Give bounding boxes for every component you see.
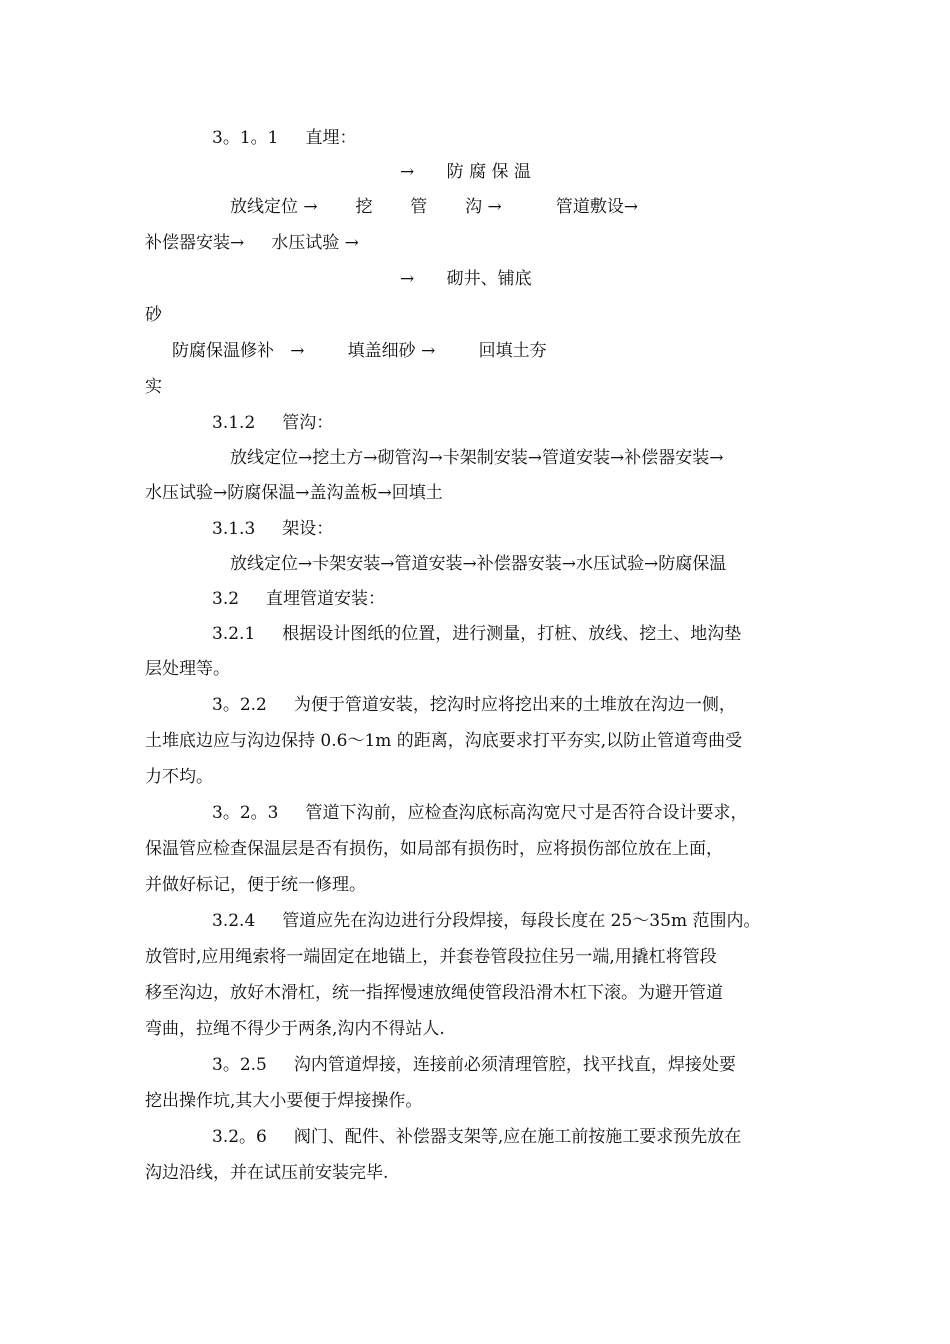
flow-line: → 砌井、铺底 — [400, 269, 532, 289]
flow-line: 补偿器安装→ 水压试验 → — [145, 233, 359, 253]
paragraph-line: 3.2.4 管道应先在沟边进行分段焊接，每段长度在 25～35m 范围内。 — [212, 911, 761, 931]
paragraph-line: 弯曲，拉绳不得少于两条,沟内不得站人. — [145, 1019, 445, 1039]
flow-line: → 防 腐 保 温 — [400, 162, 531, 182]
heading-3-1-1: 3。1。1 直埋： — [212, 128, 357, 148]
paragraph-line: 并做好标记，便于统一修理。 — [145, 875, 366, 895]
flow-line: 实 — [145, 377, 162, 397]
flow-line: 放线定位→卡架安装→管道安装→补偿器安装→水压试验→防腐保温 — [230, 554, 727, 574]
flow-line: 水压试验→防腐保温→盖沟盖板→回填土 — [145, 483, 443, 503]
paragraph-line: 土堆底边应与沟边保持 0.6～1m 的距离，沟底要求打平夯实,以防止管道弯曲受 — [145, 731, 743, 751]
heading-3-2: 3.2 直埋管道安装： — [212, 589, 386, 609]
paragraph-line: 移至沟边，放好木滑杠，统一指挥慢速放绳使管段沿滑木杠下滚。为避开管道 — [145, 983, 723, 1003]
heading-3-1-2: 3.1.2 管沟： — [212, 413, 334, 433]
paragraph-line: 3。2.2 为便于管道安装，挖沟时应将挖出来的土堆放在沟边一侧， — [212, 695, 736, 715]
paragraph-line: 3。2.5 沟内管道焊接，连接前必须清理管腔，找平找直，焊接处要 — [212, 1055, 736, 1075]
paragraph-line: 层处理等。 — [145, 659, 230, 679]
paragraph-line: 3。2。3 管道下沟前，应检查沟底标高沟宽尺寸是否符合设计要求， — [212, 803, 748, 823]
paragraph-line: 挖出操作坑,其大小要便于焊接操作。 — [145, 1091, 423, 1111]
paragraph-line: 3.2.1 根据设计图纸的位置，进行测量，打桩、放线、挖土、地沟垫 — [212, 624, 742, 644]
paragraph-line: 放管时,应用绳索将一端固定在地锚上，并套卷管段拉住另一端,用撬杠将管段 — [145, 947, 717, 967]
paragraph-line: 力不均。 — [145, 767, 213, 787]
flow-line: 防腐保温修补 → 填盖细砂 → 回填土夯 — [172, 341, 547, 361]
flow-line: 放线定位 → 挖 管 沟 → 管道敷设→ — [230, 197, 639, 217]
heading-3-1-3: 3.1.3 架设： — [212, 519, 334, 539]
flow-line: 砂 — [145, 305, 162, 325]
paragraph-line: 保温管应检查保温层是否有损伤，如局部有损伤时，应将损伤部位放在上面， — [145, 839, 723, 859]
flow-line: 放线定位→挖土方→砌管沟→卡架制安装→管道安装→补偿器安装→ — [230, 448, 724, 468]
paragraph-line: 3.2。6 阀门、配件、补偿器支架等,应在施工前按施工要求预先放在 — [212, 1127, 742, 1147]
paragraph-line: 沟边沿线，并在试压前安装完毕. — [145, 1163, 389, 1183]
